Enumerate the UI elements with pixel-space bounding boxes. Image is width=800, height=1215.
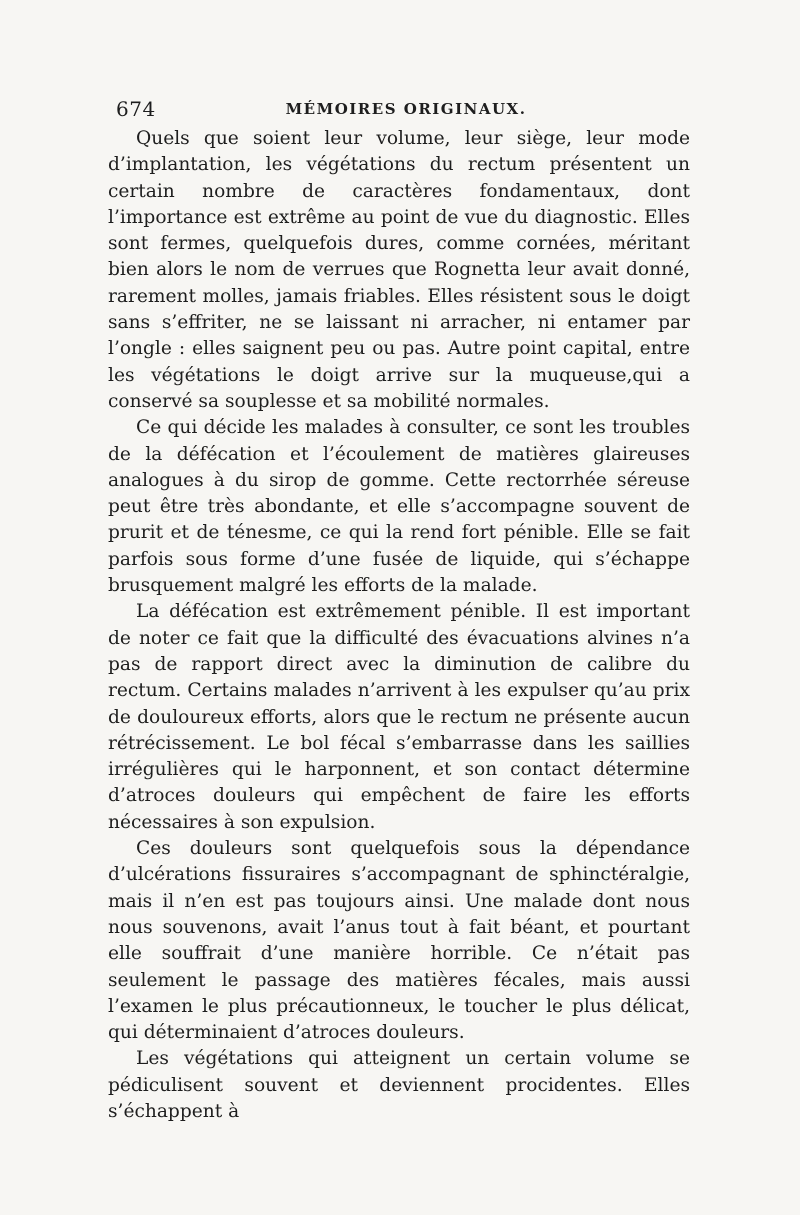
paragraph-2: Ce qui décide les malades à consulter, ce sont les troubles de la défécation et l’écoulement de matières glaireuses analogues à du sirop de gomme. Cette rectorrhée séreuse peut être très abondante, et elle s’accompagne souvent de prurit et de ténesme, ce qui la rend fort pénible. Elle se fait parfois sous forme d’une fusée de liquide, qui s’échappe brusquement malgré les efforts de la malade. [108,417,690,597]
paragraph-1: Quels que soient leur volume, leur siège, leur mode d’implantation, les végétations du rectum présentent un certain nombre de caractères fondamentaux, dont l’importance est extrême au point de vue du diagnostic. Elles sont fermes, quelquefois dures, comme cornées, méritant bien alors le nom de verrues que Rognetta leur avait donné, rarement molles, jamais friables. Elles résistent sous le doigt sans s’effriter, ne se laissant ni arracher, ni entamer par l’ongle : elles saignent peu ou pas. Autre point capital, entre les végétations le doigt arrive sur la muqueuse,qui a conservé sa souplesse et sa mobilité normales. [108,128,690,412]
paragraph-3: La défécation est extrêmement pénible. Il est important de noter ce fait que la difficulté des évacuations alvines n’a pas de rapport direct avec la diminution de calibre du rectum. Certains malades n’arrivent à les expulser qu’au prix de douloureux efforts, alors que le rectum ne présente aucun rétrécissement. Le bol fécal s’embarrasse dans les saillies irrégulières qui le harponnent, et son contact détermine d’atroces douleurs qui empêchent de faire les efforts nécessaires à son expulsion. [108,601,690,833]
page-number: 674 [116,97,156,121]
body-text [108,126,690,1125]
running-head [116,97,696,123]
running-head-title: MÉMOIRES ORIGINAUX. [285,100,527,118]
paragraph-5: Les végétations qui atteignent un certain volume se pédiculisent souvent et deviennent procidentes. Elles s’échappent à [108,1048,690,1122]
paragraph-4: Ces douleurs sont quelquefois sous la dépendance d’ulcérations fissuraires s’accompagnant de sphinctéralgie, mais il n’en est pas toujours ainsi. Une malade dont nous nous souvenons, avait l’anus tout à fait béant, et pourtant elle souffrait d’une manière horrible. Ce n’était pas seulement le passage des matières fécales, mais aussi l’examen le plus précautionneux, le toucher le plus délicat, qui déterminaient d’atroces douleurs. [108,838,690,1044]
